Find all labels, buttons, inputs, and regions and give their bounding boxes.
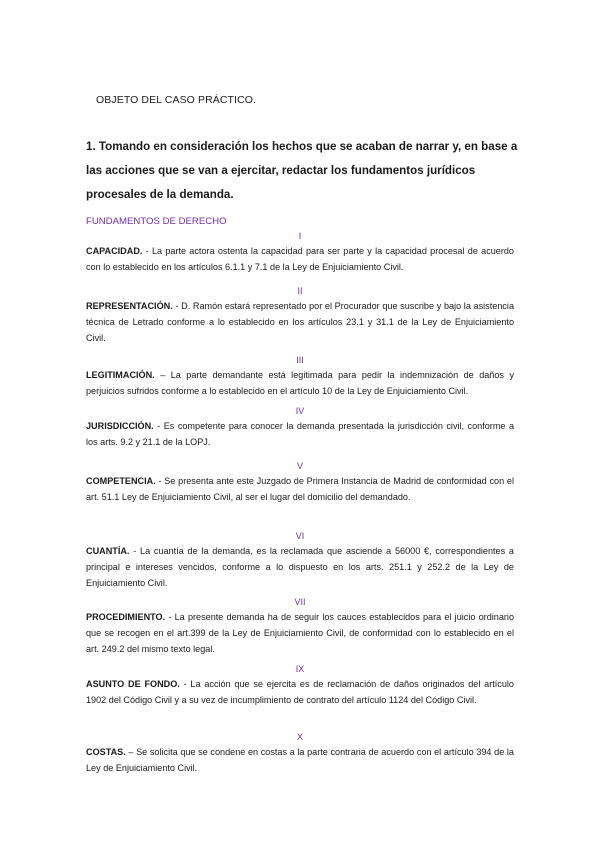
- section-cuantia: [86, 530, 514, 591]
- section-label: CUANTÍA.: [86, 546, 130, 556]
- section-number: VII: [294, 597, 306, 607]
- section-label: REPRESENTACIÓN.: [86, 301, 173, 311]
- section-body: [86, 418, 514, 450]
- section-number: IX: [295, 664, 305, 674]
- section-label: ASUNTO DE FONDO.: [86, 679, 180, 689]
- section-body: [86, 676, 514, 708]
- section-representacion: [86, 285, 514, 346]
- section-text: - La parte actora ostenta la capacidad para ser parte y la capacidad procesal de acuerdo con lo establecido en los artículos 6.1.1 y 7.1 de la Ley de Enjuiciamiento Civil.: [86, 246, 514, 272]
- section-procedimiento: [86, 596, 514, 657]
- section-text: - D. Ramón estará representado por el Procurador que suscribe y bajo la asistencia técnica de Letrado conforme a lo establecido en los artículos 23.1 y 31.1 de la Ley de Enjuiciamiento Civil.: [86, 301, 514, 343]
- fundamentos-title: FUNDAMENTOS DE DERECHO: [86, 216, 227, 227]
- section-number: IV: [295, 406, 305, 416]
- section-label: PROCEDIMIENTO.: [86, 612, 166, 622]
- section-label: JURISDICCIÓN.: [86, 421, 154, 431]
- section-number: III: [296, 355, 304, 365]
- section-number: VI: [295, 531, 305, 541]
- section-asunto-de-fondo: [86, 663, 514, 708]
- section-number: II: [297, 286, 303, 296]
- section-text: - La presente demanda ha de seguir los cauces establecidos para el juicio ordinario que se recogen en el art.399 de la Ley de Enjuiciamiento Civil, de conformidad con lo establecido en el art. 249.2 del mismo texto legal.: [86, 612, 514, 654]
- section-label: COSTAS.: [86, 747, 126, 757]
- section-costas: [86, 731, 514, 776]
- section-competencia: [86, 460, 514, 505]
- section-jurisdiccion: [86, 405, 514, 450]
- section-text: – Se solicita que se condene en costas a la parte contraria de acuerdo con el artículo 394 de la Ley de Enjuiciamiento Civil.: [86, 747, 514, 773]
- section-body: [86, 609, 514, 657]
- section-number: X: [296, 732, 303, 742]
- section-label: LEGITIMACIÓN.: [86, 370, 155, 380]
- section-text: - Es competente para conocer la demanda presentada la jurisdicción civil, conforme a los arts. 9.2 y 21.1 de la LOPJ.: [86, 421, 514, 447]
- question-text: 1. Tomando en consideración los hechos que se acaban de narrar y, en base a las acciones que se van a ejercitar, redactar los fundamentos jurídicos procesales de la demanda.: [86, 140, 518, 201]
- section-capacidad: [86, 230, 514, 275]
- section-legitimacion: [86, 354, 514, 399]
- section-body: [86, 473, 514, 505]
- section-number: V: [296, 461, 303, 471]
- section-label: CAPACIDAD.: [86, 246, 143, 256]
- section-text: - La cuantía de la demanda, es la reclamada que asciende a 56000 €, correspondientes a principal e intereses vencidos, conforme a lo dispuesto en los arts. 251.1 y 252.2 de la Ley de Enjuiciamiento Civil.: [86, 546, 514, 588]
- section-body: [86, 744, 514, 776]
- section-number: I: [298, 231, 302, 241]
- section-label: COMPETENCIA.: [86, 476, 156, 486]
- section-text: - Se presenta ante este Juzgado de Primera Instancia de Madrid de conformidad con el art. 51.1 Ley de Enjuiciamiento Civil, al ser el lugar del domicilio del demandado.: [86, 476, 514, 502]
- section-body: [86, 543, 514, 591]
- section-text: - La acción que se ejercita es de reclamación de daños originados del artículo 1902 del Código Civil y a su vez de incumplimiento de contrato del artículo 1124 del Código Civil.: [86, 679, 514, 705]
- section-body: [86, 367, 514, 399]
- section-body: [86, 243, 514, 275]
- objeto-heading: OBJETO DEL CASO PRÁCTICO.: [96, 94, 257, 106]
- section-body: [86, 298, 514, 346]
- section-text: – La parte demandante está legitimada para pedir la indemnización de daños y perjuicios sufridos conforme a lo establecido en el artículo 10 de la Ley de Enjuiciamiento Civil.: [86, 370, 514, 396]
